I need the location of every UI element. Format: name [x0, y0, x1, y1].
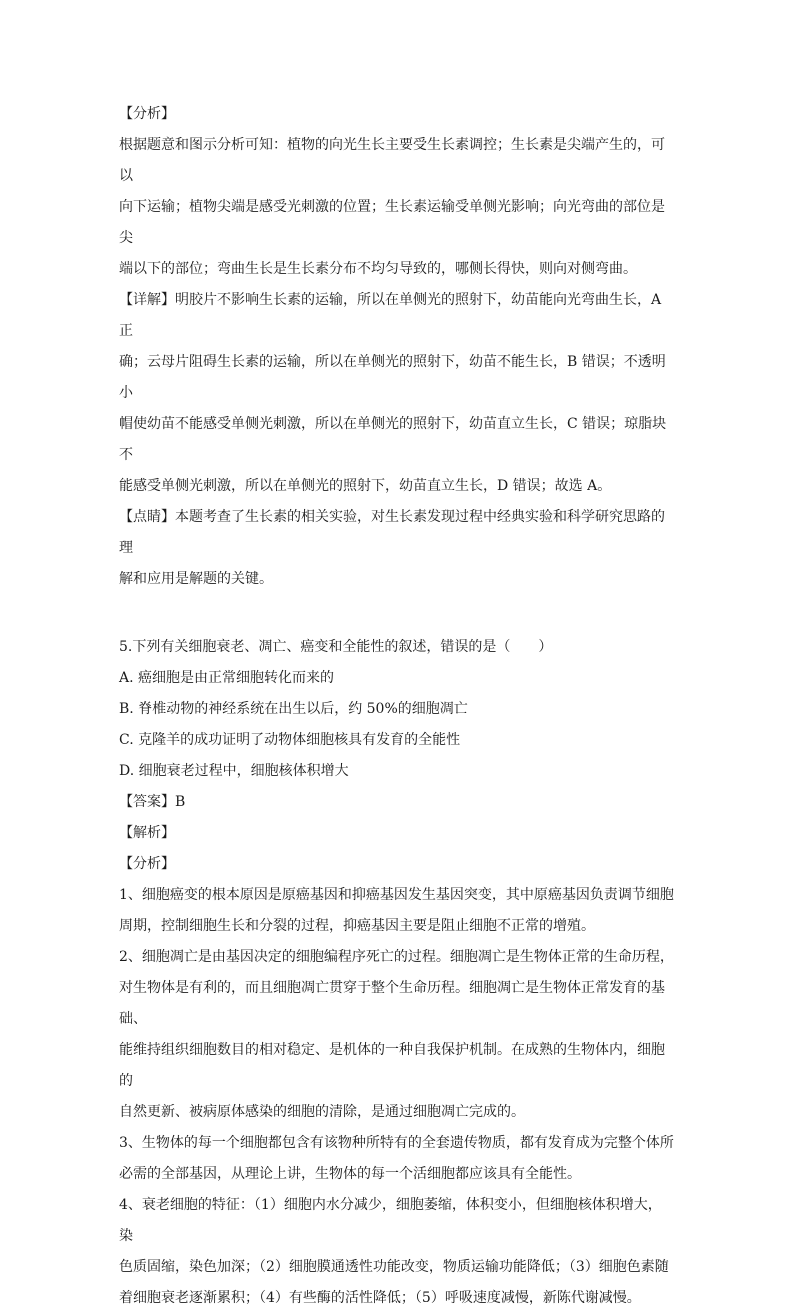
fenxi-line: 端以下的部位；弯曲生长是生长素分布不均匀导致的，哪侧长得快，则向对侧弯曲。 — [119, 261, 637, 277]
fenxi-line: 根据题意和图示分析可知：植物的向光生长主要受生长素调控；生长素是尖端产生的，可以 — [119, 137, 665, 184]
analysis-line: 对生物体是有利的，而且细胞凋亡贯穿于整个生命历程。细胞凋亡是生物体正常发育的基础、 — [119, 980, 665, 1027]
analysis-line: 自然更新、被病原体感染的细胞的清除，是通过细胞凋亡完成的。 — [119, 1104, 525, 1120]
section-gap — [119, 595, 675, 632]
answer-line: 【答案】B — [119, 794, 186, 810]
fenxi-line: 向下运输；植物尖端是感受光刺激的位置；生长素运输受单侧光影响；向光弯曲的部位是尖 — [119, 199, 665, 246]
analysis-line: 4、衰老细胞的特征：（1）细胞内水分减少，细胞萎缩，体积变小，但细胞核体积增大，染 — [119, 1197, 662, 1244]
xiangjie-line: 确；云母片阻碍生长素的运输，所以在单侧光的照射下，幼苗不能生长，B 错误；不透明小 — [119, 354, 666, 401]
jiexi-heading: 【解析】 — [119, 825, 175, 841]
analysis-line: 2、细胞凋亡是由基因决定的细胞编程序死亡的过程。细胞凋亡是生物体正常的生命历程， — [119, 949, 674, 965]
fenxi-heading: 【分析】 — [119, 106, 175, 122]
analysis-line: 周期，控制细胞生长和分裂的过程，抑癌基因主要是阻止细胞不正常的增殖。 — [119, 918, 595, 934]
analysis-line: 着细胞衰老逐渐累积；（4）有些酶的活性降低；（5）呼吸速度减慢，新陈代谢减慢。 — [119, 1290, 641, 1306]
fenxi-heading-2: 【分析】 — [119, 856, 175, 872]
analysis-line: 必需的全部基因，从理论上讲，生物体的每一个活细胞都应该具有全能性。 — [119, 1166, 581, 1182]
option-b: B. 脊椎动物的神经系统在出生以后，约 50%的细胞凋亡 — [119, 701, 468, 717]
document-content — [119, 99, 675, 1314]
xiangjie-line: 能感受单侧光刺激，所以在单侧光的照射下，幼苗直立生长，D 错误；故选 A。 — [119, 478, 612, 494]
xiangjie-line: 帽使幼苗不能感受单侧光刺激，所以在单侧光的照射下，幼苗直立生长，C 错误；琼脂块不 — [119, 416, 667, 463]
option-d: D. 细胞衰老过程中，细胞核体积增大 — [119, 763, 349, 779]
option-a: A. 癌细胞是由正常细胞转化而来的 — [119, 670, 335, 686]
analysis-line: 1、细胞癌变的根本原因是原癌基因和抑癌基因发生基因突变，其中原癌基因负责调节细胞 — [119, 887, 674, 903]
dianjing-line: 解和应用是解题的关键。 — [119, 571, 273, 587]
xiangjie-line: 【详解】明胶片不影响生长素的运输，所以在单侧光的照射下，幼苗能向光弯曲生长，A 正 — [119, 292, 662, 339]
option-c: C. 克隆羊的成功证明了动物体细胞核具有发育的全能性 — [119, 732, 461, 748]
analysis-line: 能维持组织细胞数目的相对稳定、是机体的一种自我保护机制。在成熟的生物体内，细胞的 — [119, 1042, 665, 1089]
analysis-line: 色质固缩，染色加深；（2）细胞膜通透性功能改变，物质运输功能降低；（3）细胞色素随 — [119, 1259, 669, 1275]
analysis-line: 3、生物体的每一个细胞都包含有该物种所特有的全套遗传物质，都有发育成为完整个体所 — [119, 1135, 674, 1151]
dianjing-line: 【点睛】本题考查了生长素的相关实验，对生长素发现过程中经典实验和科学研究思路的理 — [119, 509, 665, 556]
question-stem: 5.下列有关细胞衰老、凋亡、癌变和全能性的叙述，错误的是（ ） — [119, 639, 553, 655]
